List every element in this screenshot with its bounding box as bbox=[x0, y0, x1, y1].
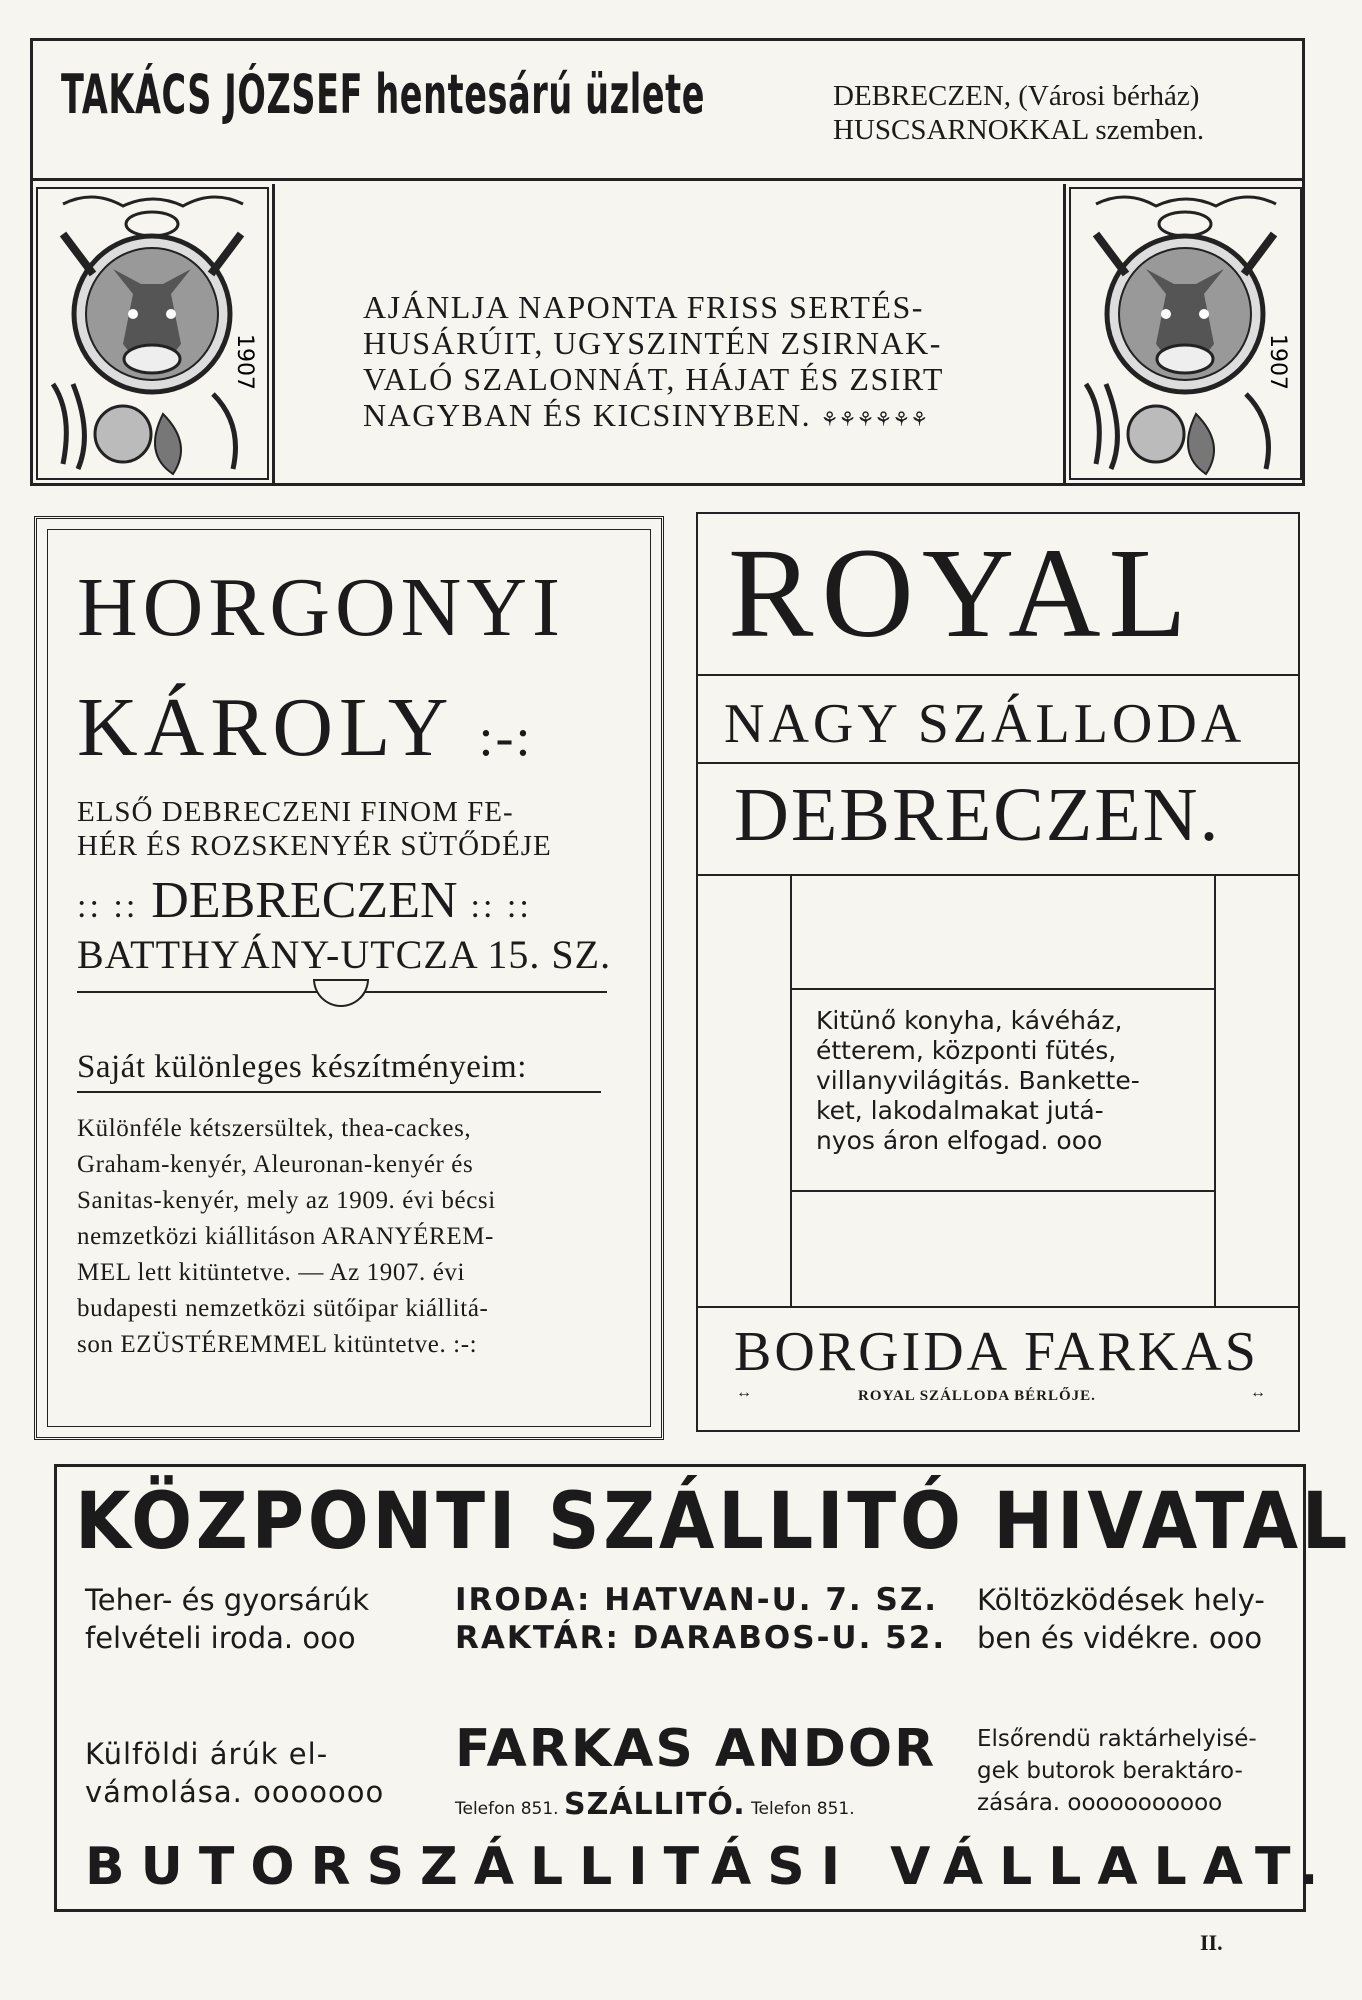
ad2-heading-underline bbox=[77, 1091, 601, 1093]
ad2-city-name: DEBRECZEN bbox=[151, 872, 458, 929]
ad3-brand: ROYAL bbox=[728, 522, 1195, 664]
ad2-desc-line: son EZÜSTÉREMMEL kitüntetve. :-: bbox=[77, 1331, 478, 1358]
ad2-name-line1: HORGONYI bbox=[77, 561, 565, 654]
ad2-city bbox=[77, 871, 532, 930]
ad4-line: Külföldi árúk el- bbox=[85, 1737, 329, 1771]
ad4-line: Elsőrendü raktárhelyisé- bbox=[977, 1726, 1257, 1752]
ad4-phone-line bbox=[455, 1787, 936, 1822]
ad3-rule bbox=[790, 988, 1216, 990]
ad4-customs bbox=[85, 1735, 384, 1811]
ad2-desc-line: budapesti nemzetközi sütőipar kiállitá- bbox=[77, 1295, 489, 1322]
ad3-rule bbox=[698, 674, 1298, 676]
ad1-text-line: AJÁNLJA NAPONTA FRISS SERTÉS- bbox=[363, 289, 924, 325]
ad3-desc-line: étterem, központi fütés, bbox=[816, 1036, 1117, 1065]
ad4-bottom-title: BUTORSZÁLLITÁSI VÁLLALAT. bbox=[85, 1837, 1335, 1897]
ad-horgonyi-karoly bbox=[34, 516, 664, 1440]
svg-text:1907: 1907 bbox=[1265, 334, 1290, 390]
ad4-office-address: IRODA: HATVAN-U. 7. SZ. bbox=[455, 1582, 939, 1618]
ad4-line: felvételi iroda. ooo bbox=[85, 1621, 356, 1655]
ad3-rule bbox=[698, 762, 1298, 764]
arrow-ornament-icon: ↔ bbox=[736, 1384, 752, 1401]
ad3-lessee: ROYAL SZÁLLODA BÉRLŐJE. bbox=[858, 1388, 1096, 1404]
ad2-city-decor: :: :: bbox=[470, 888, 532, 925]
ad4-phone: Telefon 851. bbox=[455, 1799, 559, 1819]
ad1-title: TAKÁCS JÓZSEF hentesárú üzlete bbox=[61, 63, 706, 126]
ad2-desc-line: Különféle kétszersültek, thea-cackes, bbox=[77, 1115, 472, 1142]
ad4-line: zására. ooooooooooo bbox=[977, 1790, 1223, 1816]
ad4-proprietor-name: FARKAS ANDOR bbox=[455, 1719, 937, 1779]
ad2-desc-line: Sanitas-kenyér, mely az 1909. évi bécsi bbox=[77, 1187, 496, 1214]
ad1-text-line: HUSÁRÚIT, UGYSZINTÉN ZSIRNAK- bbox=[363, 325, 942, 361]
ad4-title: KÖZPONTI SZÁLLITÓ HIVATAL bbox=[75, 1477, 1352, 1567]
ad3-description bbox=[816, 1006, 1196, 1156]
ad1-text-line: NAGYBAN ÉS KICSINYBEN. ⚘⚘⚘⚘⚘⚘ bbox=[363, 397, 929, 433]
ad4-storage bbox=[977, 1723, 1257, 1819]
ad4-phone: Telefon 851. bbox=[751, 1799, 855, 1819]
ad3-rule bbox=[790, 1190, 1216, 1192]
ad4-line: vámolása. ooooooo bbox=[85, 1775, 385, 1809]
ad2-bakery-desc bbox=[77, 795, 552, 863]
ad1-address bbox=[833, 79, 1204, 147]
ad2-name-line2 bbox=[77, 679, 532, 776]
ad4-line: ben és vidékre. ooo bbox=[977, 1621, 1263, 1655]
ad3-desc-line: Kitünő konyha, kávéház, bbox=[816, 1006, 1123, 1035]
ad2-desc-line: Graham-kenyér, Aleuronan-kenyér és bbox=[77, 1151, 474, 1178]
ad1-address-line1: DEBRECZEN, (Városi bérház) bbox=[833, 80, 1200, 112]
ad2-surname: KÁROLY bbox=[77, 681, 452, 774]
ad1-text-line: VALÓ SZALONNÁT, HÁJAT ÉS ZSIRT bbox=[363, 361, 944, 397]
ad3-hotel-label: NAGY SZÁLLODA bbox=[724, 693, 1246, 755]
ad2-bakery-line: ELSŐ DEBRECZENI FINOM FE- bbox=[77, 796, 514, 828]
ad4-moving bbox=[977, 1581, 1265, 1657]
ad2-desc-line: MEL lett kitüntetve. — Az 1907. évi bbox=[77, 1259, 466, 1286]
ad1-header bbox=[33, 41, 1302, 181]
ad3-desc-line: villanyvilágitás. Bankette- bbox=[816, 1066, 1140, 1095]
page-number: II. bbox=[1200, 1930, 1223, 1955]
ad2-bakery-line: HÉR ÉS ROZSKENYÉR SÜTŐDÉJE bbox=[77, 830, 552, 862]
ad-takacs-jozsef bbox=[30, 38, 1305, 486]
ad1-offer-text bbox=[363, 289, 944, 438]
boar-ornament-left bbox=[33, 184, 275, 483]
ad-royal-hotel bbox=[696, 512, 1300, 1432]
ad3-desc-line: ket, lakodalmakat jutá- bbox=[816, 1096, 1104, 1125]
ad1-address-line2: HUSCSARNOKKAL szemben. bbox=[833, 114, 1205, 146]
ad4-role: SZÁLLITÓ. bbox=[563, 1787, 746, 1822]
ad4-line: gek butorok beraktáro- bbox=[977, 1758, 1243, 1784]
ad1-line-ornament: ⚘⚘⚘⚘⚘⚘ bbox=[820, 409, 929, 431]
ad2-specialties-heading: Saját különleges készítményeim: bbox=[77, 1049, 527, 1085]
ad2-street: BATTHYÁNY-UTCZA 15. SZ. bbox=[77, 932, 612, 977]
ad-kozponti-szallito bbox=[54, 1464, 1352, 1912]
arrow-ornament-icon: ↔ bbox=[1250, 1384, 1266, 1401]
ad2-description bbox=[77, 1111, 617, 1363]
ad3-desc-line: nyos áron elfogad. ooo bbox=[816, 1126, 1103, 1155]
ad3-owner: BORGIDA FARKAS bbox=[734, 1321, 1259, 1383]
boar-ornament-right bbox=[1063, 184, 1305, 483]
ad3-rule bbox=[698, 1306, 1298, 1308]
ad4-freight-office bbox=[85, 1581, 369, 1657]
ad4-warehouse-address: RAKTÁR: DARABOS-U. 52. bbox=[455, 1620, 947, 1656]
ad4-addresses bbox=[455, 1581, 946, 1657]
ad4-proprietor bbox=[455, 1719, 936, 1822]
ad4-line: Költözködések hely- bbox=[977, 1583, 1265, 1617]
svg-text:1907: 1907 bbox=[232, 334, 257, 390]
ad2-name-decor: :-: bbox=[478, 707, 533, 767]
ad2-city-decor: :: :: bbox=[77, 888, 139, 925]
ad3-city: DEBRECZEN. bbox=[734, 773, 1221, 857]
ad2-desc-line: nemzetközi kiállitáson ARANYÉREM- bbox=[77, 1223, 494, 1250]
ad4-line: Teher- és gyorsárúk bbox=[85, 1583, 369, 1617]
